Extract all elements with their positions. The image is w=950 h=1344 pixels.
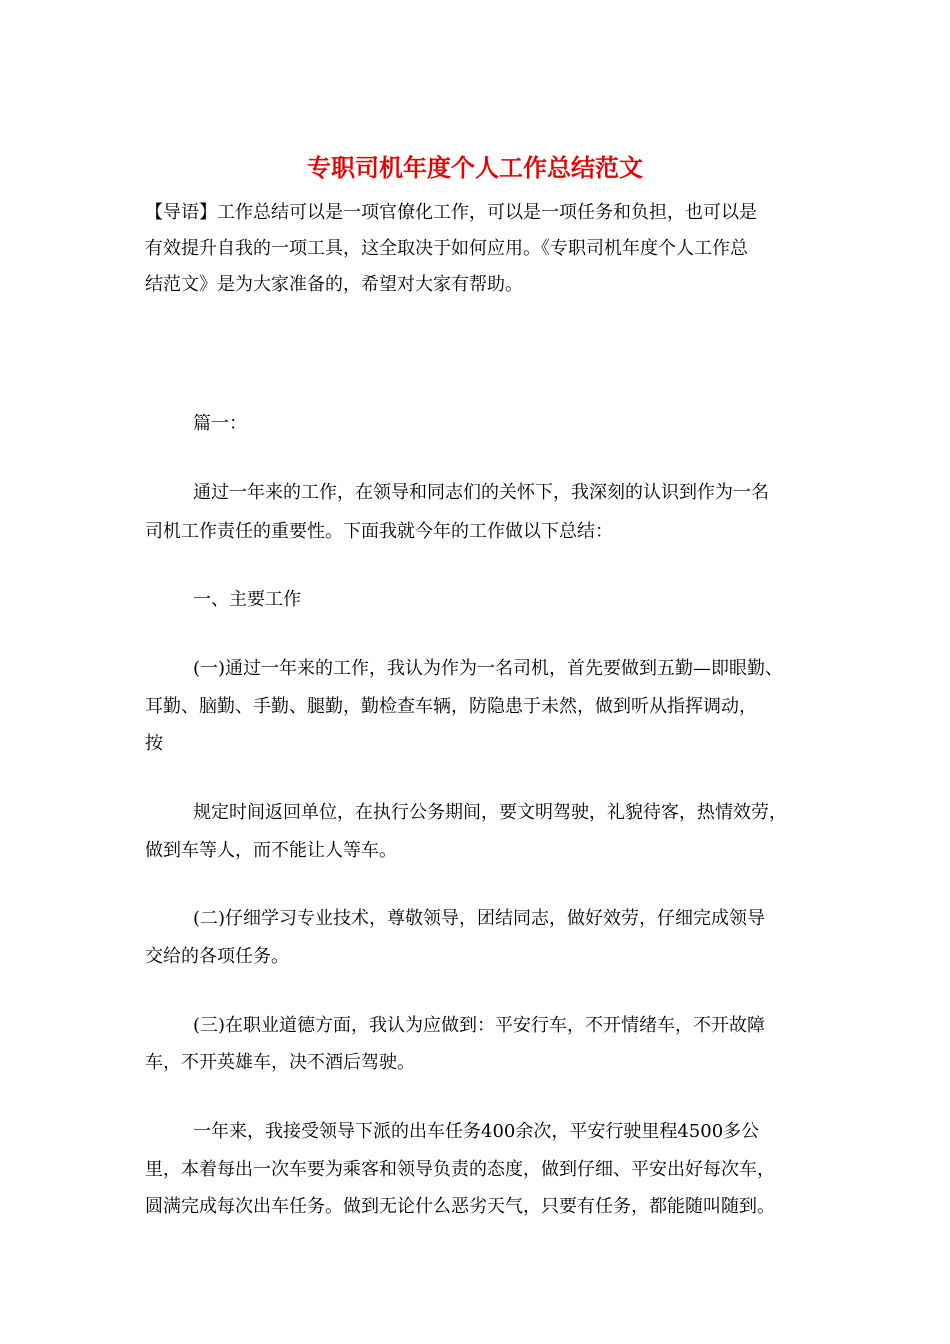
paragraph-line: (三)在职业道德方面，我认为应做到：平安行车，不开情绪车，不开故障 bbox=[193, 1015, 766, 1036]
paragraph-line: 通过一年来的工作，在领导和同志们的关怀下，我深刻的认识到作为一名 bbox=[193, 482, 769, 503]
paragraph-line: 一年来，我接受领导下派的出车任务400余次，平安行驶里程4500多公 bbox=[193, 1121, 760, 1142]
paragraph-line: 车，不开英雄车，决不酒后驾驶。 bbox=[145, 1052, 415, 1073]
paragraph-line: 做到车等人，而不能让人等车。 bbox=[145, 840, 397, 861]
paragraph-line: 按 bbox=[145, 733, 163, 754]
paragraph-line: 规定时间返回单位，在执行公务期间，要文明驾驶，礼貌待客，热情效劳， bbox=[193, 802, 787, 823]
paragraph-line: 里，本着每出一次车要为乘客和领导负责的态度，做到仔细、平安出好每次车， bbox=[145, 1159, 775, 1180]
paragraph-line: 耳勤、脑勤、手勤、腿勤，勤检查车辆，防隐患于未然，做到听从指挥调动， bbox=[145, 696, 757, 717]
paragraph-line: (一)通过一年来的工作，我认为作为一名司机，首先要做到五勤—即眼勤、 bbox=[193, 658, 784, 679]
paragraph-line: 司机工作责任的重要性。下面我就今年的工作做以下总结： bbox=[145, 521, 613, 542]
subsection-heading: 一、主要工作 bbox=[193, 589, 301, 610]
intro-line: 结范文》是为大家准备的，希望对大家有帮助。 bbox=[145, 274, 523, 295]
intro-line: 有效提升自我的一项工具，这全取决于如何应用。《专职司机年度个人工作总 bbox=[145, 238, 748, 259]
paragraph-line: 圆满完成每次出车任务。做到无论什么恶劣天气，只要有任务，都能随叫随到。 bbox=[145, 1196, 775, 1217]
paragraph-line: (二)仔细学习专业技术，尊敬领导，团结同志，做好效劳，仔细完成领导 bbox=[193, 908, 766, 929]
paragraph-line: 交给的各项任务。 bbox=[145, 946, 289, 967]
document-title: 专职司机年度个人工作总结范文 bbox=[307, 153, 643, 182]
section-heading: 篇一： bbox=[193, 413, 247, 434]
intro-line: 【导语】工作总结可以是一项官僚化工作，可以是一项任务和负担，也可以是 bbox=[145, 202, 757, 223]
